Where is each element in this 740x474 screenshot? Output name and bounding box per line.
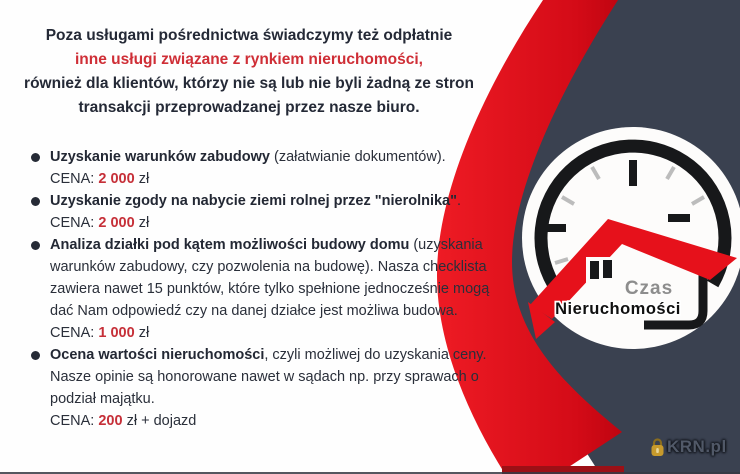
price-suffix: zł xyxy=(138,325,150,341)
service-item-analiza-dzialki xyxy=(50,234,490,344)
price-value: 2 000 xyxy=(98,215,135,231)
price-value: 200 xyxy=(98,413,123,429)
headline-line-2: inne usługi związane z rynkiem nieruchomości, xyxy=(75,51,423,68)
service-item-warunki-zabudowy xyxy=(50,146,490,190)
headline-line-3: również dla klientów, którzy nie są lub nie byli żadną ze stron xyxy=(24,75,474,92)
bullet-dot-icon xyxy=(31,197,40,206)
bullet-dot-icon xyxy=(31,351,40,360)
price-label: CENA: xyxy=(50,413,95,429)
headline-line-4: transakcji przeprowadzanej przez nasze biuro. xyxy=(78,99,420,116)
price-label: CENA: xyxy=(50,215,95,231)
service-desc: (załatwianie dokumentów). xyxy=(269,149,446,165)
price-label: CENA: xyxy=(50,171,95,187)
service-title: Ocena wartości nieruchomości xyxy=(50,347,265,363)
services-list xyxy=(50,146,490,432)
price-value: 1 000 xyxy=(98,325,135,341)
pause-chimney-icon xyxy=(586,257,616,283)
service-title: Uzyskanie warunków zabudowy xyxy=(50,149,270,165)
service-price-line xyxy=(50,410,490,432)
agency-logo xyxy=(522,127,740,349)
service-desc: , czyli możliwej do uzyskania ceny. Nasze opinie są honorowane nawet w sądach np. przy sprawach o podział majątku. xyxy=(50,347,487,407)
service-item-ocena-wartosci xyxy=(50,344,490,432)
logo-word-czas: Czas xyxy=(624,278,674,299)
service-desc: (uzyskania warunków zabudowy, czy pozwolenia na budowę). Nasza checklista zawiera nawet 15 punktów, które tylko spełnione jednocześnie mogą dać Nam odpowiedź czy na danej działce jest możliwa budowa. xyxy=(50,237,490,319)
krn-watermark xyxy=(650,437,727,457)
headline xyxy=(6,24,492,120)
price-label: CENA: xyxy=(50,325,95,341)
service-title: Uzyskanie zgody na nabycie ziemi rolnej przez "nierolnika" xyxy=(50,193,457,209)
bullet-dot-icon xyxy=(31,153,40,162)
service-price-line xyxy=(50,212,490,234)
padlock-icon xyxy=(650,437,665,457)
price-suffix: zł xyxy=(138,171,150,187)
price-value: 2 000 xyxy=(98,171,135,187)
logo-word-nieruchomosci: Nieruchomości xyxy=(555,300,681,318)
bullet-dot-icon xyxy=(31,241,40,250)
service-item-zgoda-ziemia-rolna xyxy=(50,190,490,234)
service-title: Analiza działki pod kątem możliwości budowy domu xyxy=(50,237,410,253)
service-price-line xyxy=(50,168,490,190)
service-price-line xyxy=(50,322,490,344)
price-suffix: zł + dojazd xyxy=(126,413,197,429)
price-suffix: zł xyxy=(138,215,150,231)
service-desc: . xyxy=(456,193,462,209)
krn-label: KRN.pl xyxy=(667,437,727,456)
headline-line-1: Poza usługami pośrednictwa świadczymy też odpłatnie xyxy=(45,27,453,44)
